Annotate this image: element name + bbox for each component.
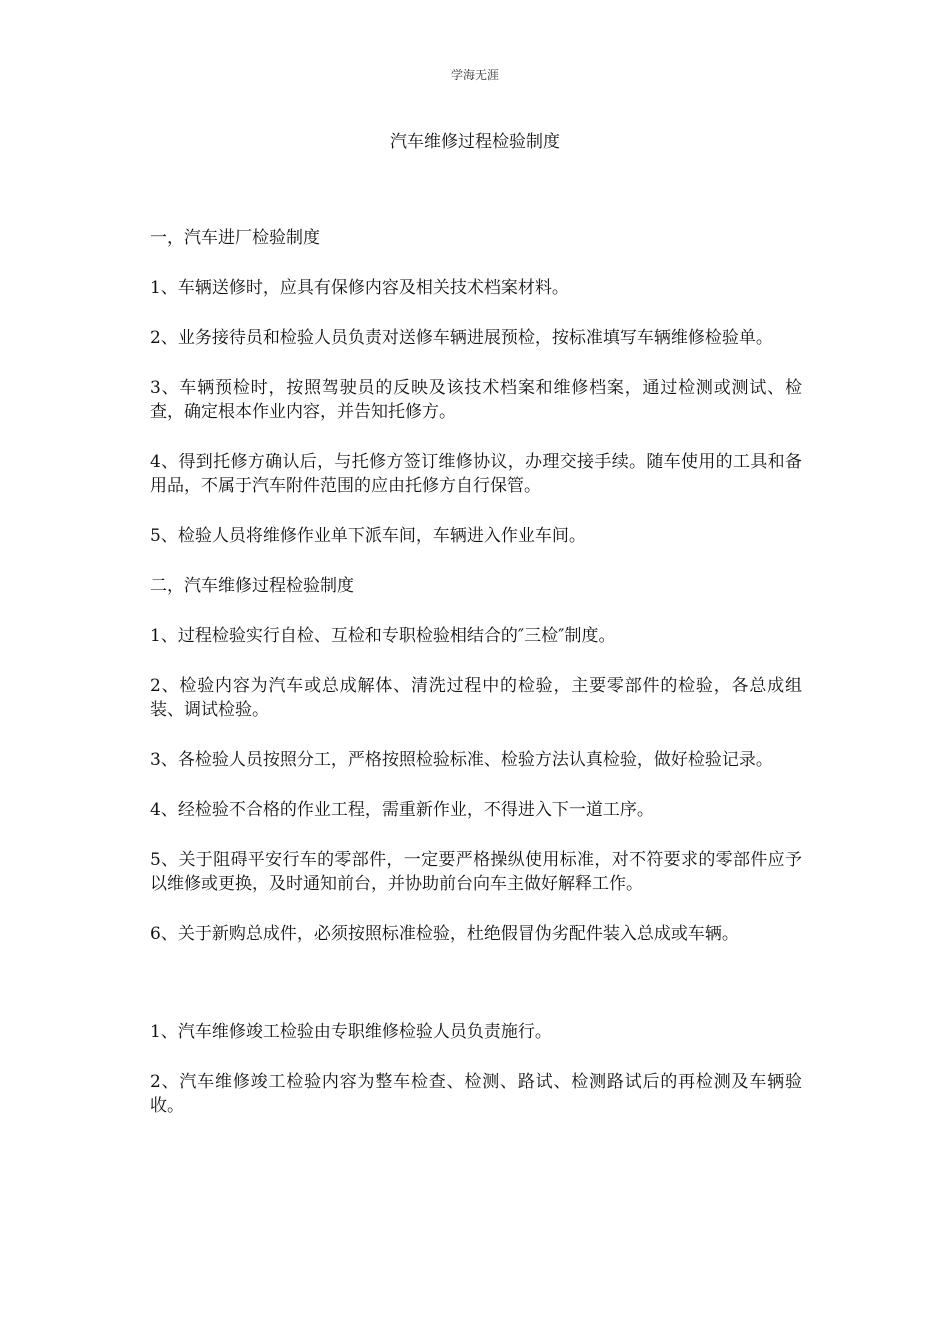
document-body <box>150 226 802 1144</box>
section-3-item-1: 1、汽车维修竣工检验由专职维修检验人员负责施行。 <box>150 1022 552 1042</box>
section-2-item-4: 4、经检验不合格的作业工程，需重新作业，不得进入下一道工序。 <box>150 800 654 820</box>
section-1-item-2: 2、业务接待员和检验人员负责对送修车辆进展预检，按标准填写车辆维修检验单。 <box>150 328 773 348</box>
section-1-item-3: 3、车辆预检时，按照驾驶员的反映及该技术档案和维修档案，通过检测或测试、检查，确定根本作业内容，并告知托修方。 <box>150 378 802 422</box>
section-2-heading: 二，汽车维修过程检验制度 <box>150 576 354 596</box>
section-2-item-1: 1、过程检验实行自检、互检和专职检验相结合的″三检″制度。 <box>150 626 616 646</box>
section-gap <box>150 972 802 1020</box>
document-title: 汽车维修过程检验制度 <box>390 132 560 152</box>
section-1-item-4: 4、得到托修方确认后，与托修方签订维修协议，办理交接手续。随车使用的工具和备用品，不属于汽车附件范围的应由托修方自行保管。 <box>150 452 802 496</box>
section-2-item-3: 3、各检验人员按照分工，严格按照检验标准、检验方法认真检验，做好检验记录。 <box>150 750 773 770</box>
section-2-item-5: 5、关于阻碍平安行车的零部件，一定要严格操纵使用标准，对不符要求的零部件应予以维修或更换，及时通知前台，并协助前台向车主做好解释工作。 <box>150 850 802 894</box>
page-header: 学海无涯 <box>450 68 499 82</box>
section-1-item-5: 5、检验人员将维修作业单下派车间，车辆进入作业车间。 <box>150 526 586 546</box>
section-2-item-2: 2、检验内容为汽车或总成解体、清洗过程中的检验，主要零部件的检验，各总成组装、调试检验。 <box>150 676 802 720</box>
section-1-item-1: 1、车辆送修时，应具有保修内容及相关技术档案材料。 <box>150 278 569 298</box>
section-2-item-6: 6、关于新购总成件，必须按照标准检验，杜绝假冒伪劣配件装入总成或车辆。 <box>150 924 739 944</box>
section-3-item-2: 2、汽车维修竣工检验内容为整车检查、检测、路试、检测路试后的再检测及车辆验收。 <box>150 1072 802 1116</box>
section-1-heading: 一，汽车进厂检验制度 <box>150 228 320 248</box>
